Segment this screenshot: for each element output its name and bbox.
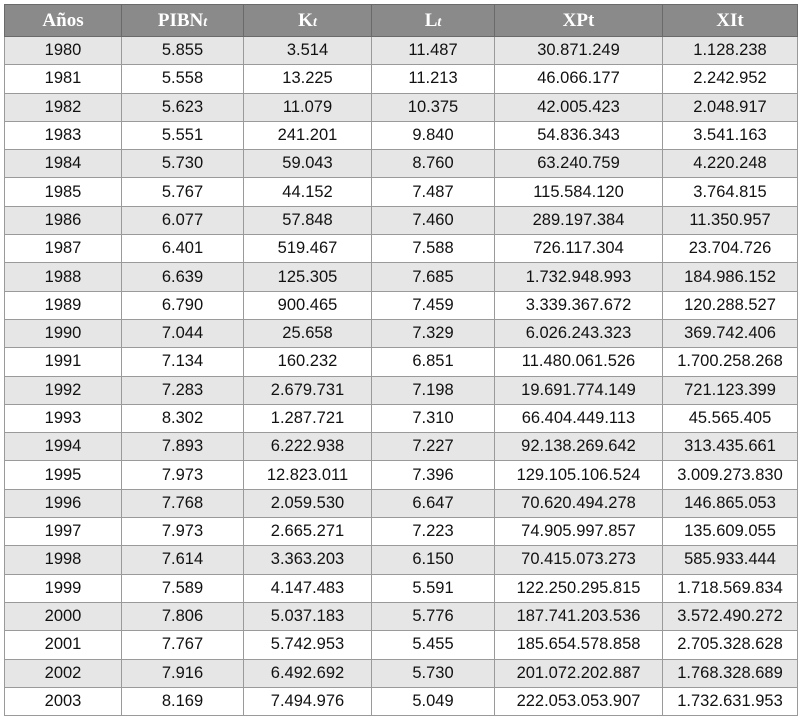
cell-l: 6.150 [372,546,495,574]
cell-pibn: 5.551 [122,121,244,149]
cell-k: 44.152 [244,178,372,206]
cell-l: 5.730 [372,659,495,687]
cell-pibn: 8.169 [122,687,244,715]
table-row [5,319,798,347]
cell-xpt: 129.105.106.524 [495,461,663,489]
cell-l: 5.776 [372,602,495,630]
header-k: Kt [244,5,372,37]
table-row [5,37,798,65]
table-row [5,121,798,149]
cell-xit: 313.435.661 [663,433,798,461]
table-row [5,461,798,489]
cell-year: 1985 [5,178,122,206]
cell-k: 5.742.953 [244,631,372,659]
header-anos: Años [5,5,122,37]
table-row [5,518,798,546]
cell-k: 12.823.011 [244,461,372,489]
cell-pibn: 5.855 [122,37,244,65]
cell-pibn: 5.730 [122,150,244,178]
cell-year: 1999 [5,574,122,602]
table-row [5,291,798,319]
cell-k: 2.679.731 [244,376,372,404]
cell-xpt: 1.732.948.993 [495,263,663,291]
cell-year: 1980 [5,37,122,65]
cell-xpt: 70.415.073.273 [495,546,663,574]
header-xit: XIt [663,5,798,37]
cell-l: 7.198 [372,376,495,404]
table-row [5,93,798,121]
cell-k: 6.222.938 [244,433,372,461]
cell-l: 7.588 [372,235,495,263]
cell-l: 6.851 [372,348,495,376]
cell-k: 2.059.530 [244,489,372,517]
cell-pibn: 6.639 [122,263,244,291]
cell-xit: 1.700.258.268 [663,348,798,376]
cell-xit: 3.009.273.830 [663,461,798,489]
table-row [5,263,798,291]
cell-l: 11.213 [372,65,495,93]
cell-year: 1998 [5,546,122,574]
table-row [5,178,798,206]
cell-l: 8.760 [372,150,495,178]
cell-year: 1983 [5,121,122,149]
cell-year: 1995 [5,461,122,489]
cell-k: 57.848 [244,206,372,234]
cell-pibn: 7.134 [122,348,244,376]
table-row [5,235,798,263]
cell-xpt: 201.072.202.887 [495,659,663,687]
table-row [5,206,798,234]
cell-xit: 1.718.569.834 [663,574,798,602]
cell-year: 1992 [5,376,122,404]
cell-k: 7.494.976 [244,687,372,715]
cell-pibn: 7.614 [122,546,244,574]
table-row [5,631,798,659]
cell-xpt: 19.691.774.149 [495,376,663,404]
cell-pibn: 7.806 [122,602,244,630]
cell-k: 25.658 [244,319,372,347]
cell-xpt: 46.066.177 [495,65,663,93]
cell-year: 2000 [5,602,122,630]
cell-xpt: 30.871.249 [495,37,663,65]
cell-xpt: 6.026.243.323 [495,319,663,347]
cell-year: 1997 [5,518,122,546]
data-table [4,4,798,716]
table-row [5,65,798,93]
cell-pibn: 7.893 [122,433,244,461]
cell-k: 3.514 [244,37,372,65]
cell-xit: 369.742.406 [663,319,798,347]
cell-xit: 2.705.328.628 [663,631,798,659]
cell-year: 1981 [5,65,122,93]
cell-k: 900.465 [244,291,372,319]
table-body [5,37,798,716]
cell-l: 5.591 [372,574,495,602]
cell-l: 7.227 [372,433,495,461]
cell-xit: 2.048.917 [663,93,798,121]
cell-l: 5.455 [372,631,495,659]
cell-xpt: 74.905.997.857 [495,518,663,546]
cell-k: 2.665.271 [244,518,372,546]
cell-year: 1990 [5,319,122,347]
cell-xit: 1.768.328.689 [663,659,798,687]
cell-xpt: 70.620.494.278 [495,489,663,517]
table-row [5,404,798,432]
cell-year: 1988 [5,263,122,291]
cell-pibn: 6.077 [122,206,244,234]
cell-xit: 585.933.444 [663,546,798,574]
table-row [5,687,798,715]
table-row [5,574,798,602]
cell-year: 1991 [5,348,122,376]
cell-year: 1987 [5,235,122,263]
cell-pibn: 6.790 [122,291,244,319]
cell-xpt: 187.741.203.536 [495,602,663,630]
cell-pibn: 7.044 [122,319,244,347]
cell-xpt: 42.005.423 [495,93,663,121]
cell-year: 2003 [5,687,122,715]
header-xpt: XPt [495,5,663,37]
cell-k: 1.287.721 [244,404,372,432]
cell-k: 519.467 [244,235,372,263]
cell-l: 5.049 [372,687,495,715]
cell-xit: 120.288.527 [663,291,798,319]
cell-xit: 4.220.248 [663,150,798,178]
cell-pibn: 6.401 [122,235,244,263]
cell-xpt: 3.339.367.672 [495,291,663,319]
cell-xpt: 66.404.449.113 [495,404,663,432]
cell-pibn: 7.283 [122,376,244,404]
cell-xpt: 63.240.759 [495,150,663,178]
table-row [5,348,798,376]
table-row [5,546,798,574]
cell-xit: 1.732.631.953 [663,687,798,715]
cell-xpt: 122.250.295.815 [495,574,663,602]
header-row [5,5,798,37]
cell-pibn: 7.768 [122,489,244,517]
cell-l: 7.310 [372,404,495,432]
table-row [5,489,798,517]
cell-year: 2001 [5,631,122,659]
cell-k: 6.492.692 [244,659,372,687]
cell-l: 6.647 [372,489,495,517]
cell-year: 1989 [5,291,122,319]
cell-xit: 721.123.399 [663,376,798,404]
cell-xit: 3.572.490.272 [663,602,798,630]
cell-xit: 23.704.726 [663,235,798,263]
header-l: Lt [372,5,495,37]
table-row [5,602,798,630]
table-row [5,433,798,461]
cell-year: 1986 [5,206,122,234]
cell-k: 13.225 [244,65,372,93]
cell-xpt: 92.138.269.642 [495,433,663,461]
cell-xpt: 222.053.053.907 [495,687,663,715]
cell-xit: 3.764.815 [663,178,798,206]
cell-l: 7.459 [372,291,495,319]
cell-pibn: 7.767 [122,631,244,659]
header-pibn: PIBNt [122,5,244,37]
cell-k: 11.079 [244,93,372,121]
cell-l: 7.329 [372,319,495,347]
cell-xpt: 115.584.120 [495,178,663,206]
cell-pibn: 7.916 [122,659,244,687]
cell-xit: 3.541.163 [663,121,798,149]
cell-pibn: 5.558 [122,65,244,93]
table-row [5,150,798,178]
cell-xpt: 11.480.061.526 [495,348,663,376]
cell-xit: 45.565.405 [663,404,798,432]
cell-xit: 184.986.152 [663,263,798,291]
cell-xpt: 289.197.384 [495,206,663,234]
cell-l: 7.396 [372,461,495,489]
cell-l: 10.375 [372,93,495,121]
cell-year: 1994 [5,433,122,461]
cell-k: 5.037.183 [244,602,372,630]
cell-l: 9.840 [372,121,495,149]
cell-year: 1984 [5,150,122,178]
cell-k: 160.232 [244,348,372,376]
cell-year: 1993 [5,404,122,432]
cell-k: 59.043 [244,150,372,178]
table-row [5,376,798,404]
cell-pibn: 7.973 [122,518,244,546]
cell-xit: 1.128.238 [663,37,798,65]
cell-xit: 135.609.055 [663,518,798,546]
cell-l: 7.223 [372,518,495,546]
cell-pibn: 7.973 [122,461,244,489]
table-row [5,659,798,687]
cell-xit: 146.865.053 [663,489,798,517]
cell-xpt: 726.117.304 [495,235,663,263]
table-header [5,5,798,37]
cell-xit: 11.350.957 [663,206,798,234]
data-table-container [4,4,797,716]
cell-pibn: 7.589 [122,574,244,602]
cell-pibn: 8.302 [122,404,244,432]
cell-k: 125.305 [244,263,372,291]
cell-pibn: 5.623 [122,93,244,121]
cell-year: 2002 [5,659,122,687]
cell-pibn: 5.767 [122,178,244,206]
cell-l: 7.685 [372,263,495,291]
cell-year: 1996 [5,489,122,517]
cell-l: 11.487 [372,37,495,65]
cell-k: 3.363.203 [244,546,372,574]
cell-year: 1982 [5,93,122,121]
cell-xpt: 185.654.578.858 [495,631,663,659]
cell-k: 4.147.483 [244,574,372,602]
cell-l: 7.487 [372,178,495,206]
cell-l: 7.460 [372,206,495,234]
cell-xit: 2.242.952 [663,65,798,93]
cell-xpt: 54.836.343 [495,121,663,149]
cell-k: 241.201 [244,121,372,149]
